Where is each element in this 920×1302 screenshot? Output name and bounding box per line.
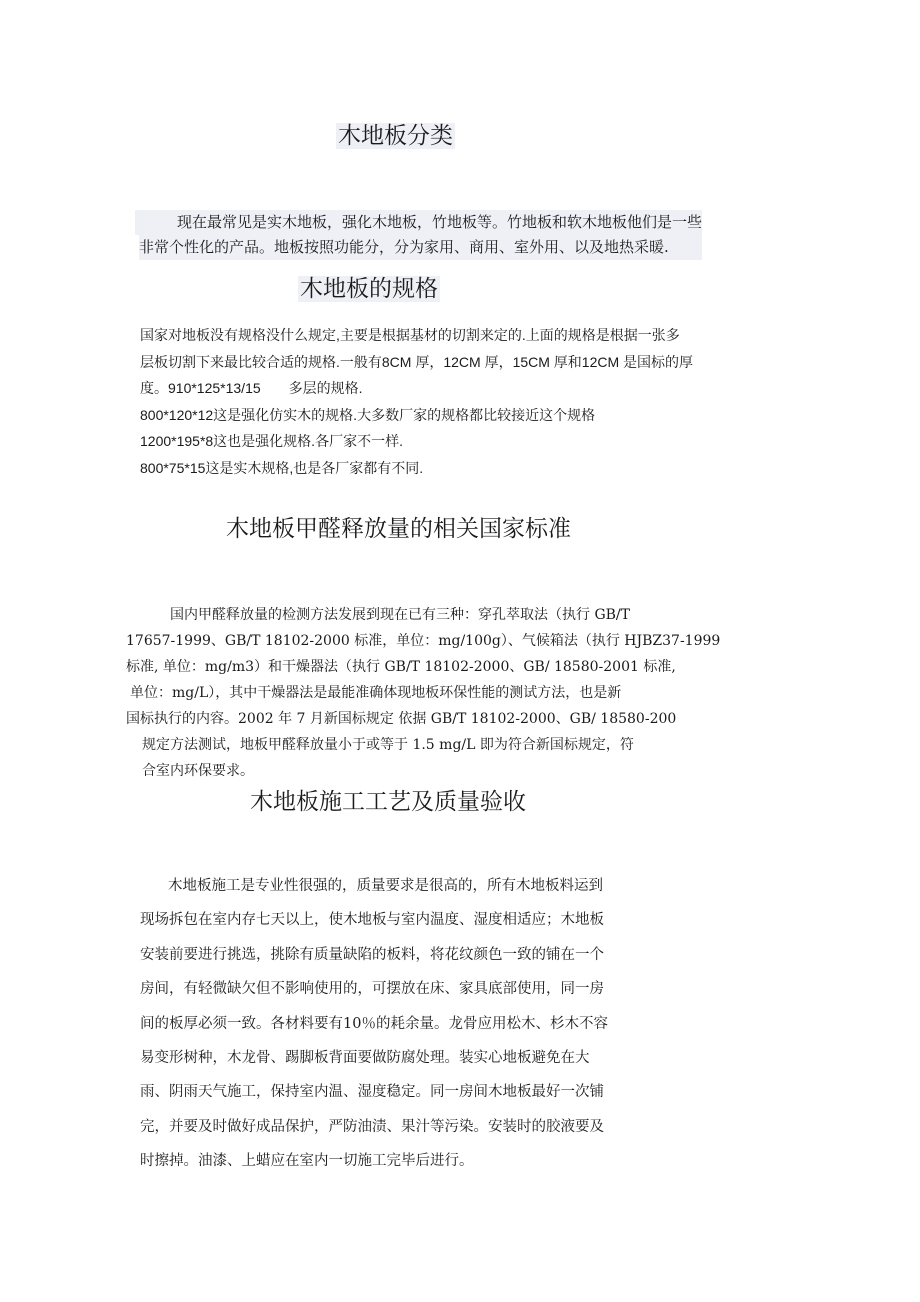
paragraph-line: 非常个性化的产品。地板按照功能分，分为家用、商用、室外用、以及地热采暖. — [139, 235, 702, 260]
paragraph-line: 国内甲醛释放量的检测方法发展到现在已有三种：穿孔萃取法（执行 GB/T — [170, 607, 630, 623]
paragraph-line: 规定方法测试，地板甲醛释放量小于或等于 1.5 mg/L 即为符合新国标规定，符 — [142, 737, 634, 753]
section-title-text: 木地板的规格 — [300, 276, 438, 302]
section-title-classification — [336, 120, 455, 152]
paragraph-line: 现场拆包在室内存七天以上，使木地板与室内温度、湿度相适应；木地板 — [140, 912, 604, 929]
paragraph-line: 安装前要进行挑选，挑除有质量缺陷的板料，将花纹颜色一致的铺在一个 — [140, 946, 604, 963]
paragraph-construction — [140, 869, 608, 1179]
paragraph-line: 单位：mg/L），其中干燥器法是最能准确体现地板环保性能的测试方法，也是新 — [130, 685, 622, 701]
paragraph-formaldehyde — [126, 602, 720, 784]
section-title-text: 木地板甲醛释放量的相关国家标准 — [226, 516, 571, 542]
paragraph-line: 800*75*15这是实木规格,也是各厂家都有不同. — [140, 459, 424, 476]
paragraph-line: 17657-1999、GB/T 18102-2000 标准，单位：mg/100g）、气候箱法（执行 HJBZ37-1999 — [126, 633, 721, 649]
paragraph-line: 易变形树种，木龙骨、踢脚板背面要做防腐处理。装实心地板避免在大 — [140, 1050, 590, 1067]
paragraph-line: 间的板厚必须一致。各材料要有10％的耗余量。龙骨应用松木、杉木不容 — [140, 1015, 608, 1032]
paragraph-line: 度。910*125*13/15 多层的规格. — [140, 380, 363, 396]
paragraph-line: 房间，有轻微缺欠但不影响使用的，可摆放在床、家具底部使用，同一房 — [140, 981, 604, 998]
paragraph-line: 国家对地板没有规格没什么规定,主要是根据基材的切割来定的.上面的规格是根据一张多 — [140, 327, 680, 343]
paragraph-line: 800*120*12这是强化仿实木的规格.大多数厂家的规格都比较接近这个规格 — [140, 406, 596, 423]
paragraph-line: 标准, 单位：mg/m3）和干燥器法（执行 GB/T 18102-2000、GB/ 18580-2001 标准, — [126, 659, 676, 675]
section-title-text: 木地板分类 — [338, 123, 453, 149]
paragraph-line: 国标执行的内容。2002 年 7 月新国标规定 依据 GB/T 18102-2000、GB/ 18580-200 — [126, 711, 677, 727]
section-title-text: 木地板施工工艺及质量验收 — [250, 789, 526, 815]
section-title-construction — [250, 786, 526, 818]
paragraph-line: 完，并要及时做好成品保护，严防油渍、果汁等污染。安装时的胶液要及 — [140, 1118, 604, 1135]
paragraph-line: 时擦掉。油漆、上蜡应在室内一切施工完毕后进行。 — [140, 1153, 474, 1170]
paragraph-line: 雨、阴雨天气施工，保持室内温、湿度稳定。同一房间木地板最好一次铺 — [140, 1084, 604, 1101]
paragraph-specifications — [140, 322, 693, 481]
paragraph-line: 1200*195*8这也是强化规格.各厂家不一样. — [140, 433, 403, 449]
paragraph-line: 现在最常见是实木地板，强化木地板，竹地板等。竹地板和软木地板他们是一些 — [135, 210, 702, 235]
paragraph-line: 木地板施工是专业性很强的，质量要求是很高的，所有木地板料运到 — [168, 878, 603, 894]
section-title-formaldehyde-standard — [226, 513, 571, 545]
paragraph-line: 层板切割下来最比较合适的规格.一般有8CM 厚，12CM 厚，15CM 厚和12CM 是国标的厚 — [140, 353, 694, 370]
paragraph-classification — [139, 210, 702, 260]
paragraph-line: 合室内环保要求。 — [142, 763, 254, 779]
section-title-specifications — [298, 273, 440, 305]
